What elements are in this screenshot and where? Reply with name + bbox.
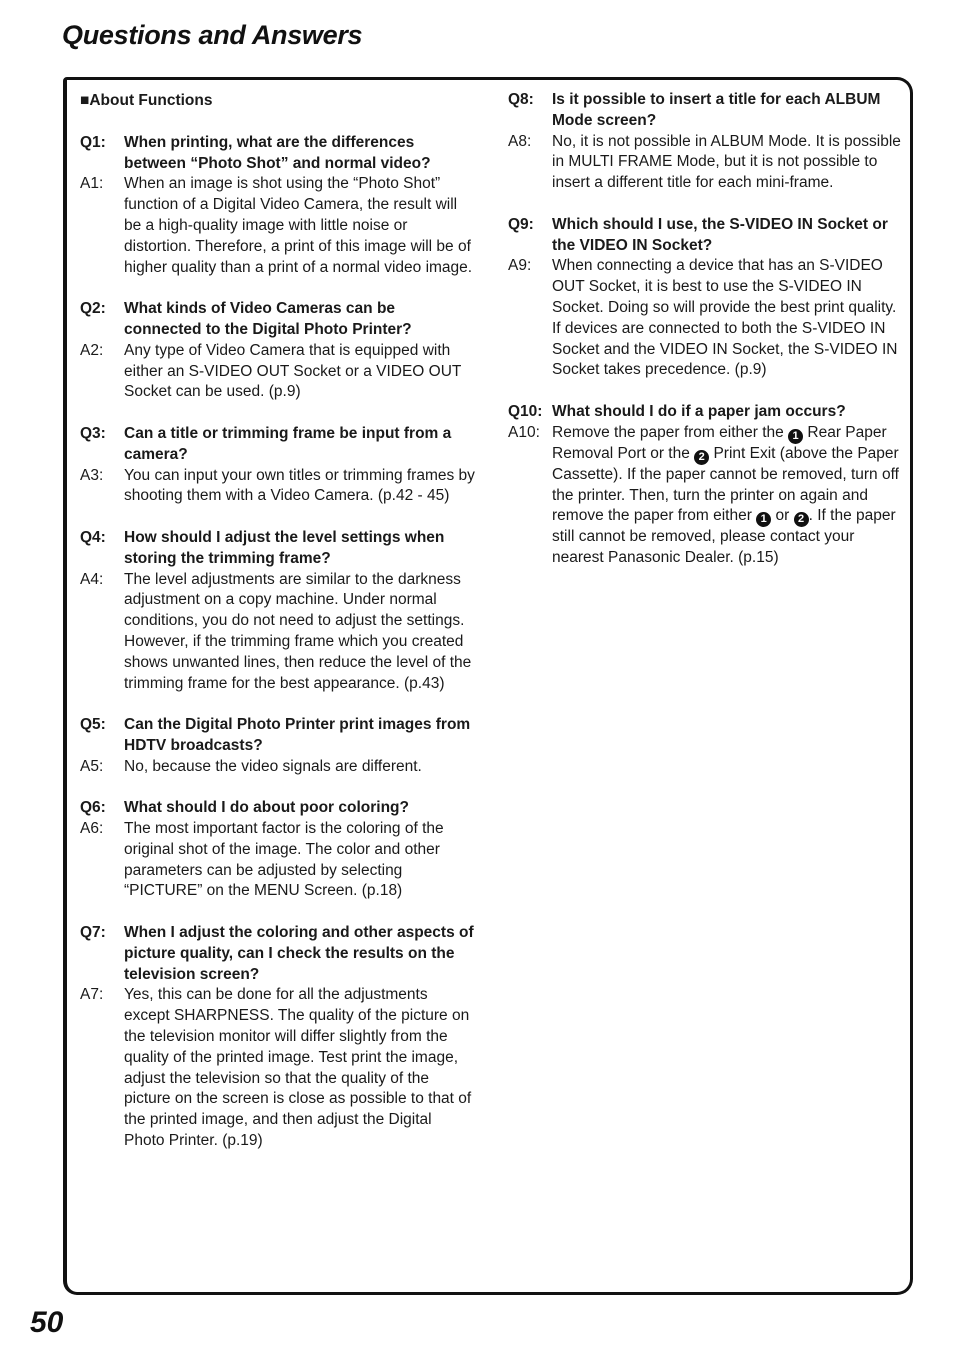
qa-item-q1: [80, 133, 475, 279]
question: [508, 215, 903, 257]
answer-segment: Remove the paper from either the: [552, 423, 784, 441]
question-label: Q5:: [80, 716, 106, 734]
question: [80, 923, 475, 985]
question-text: When I adjust the coloring and other aspects of picture quality, can I check the results on the television screen?: [124, 924, 474, 983]
question-label: Q3:: [80, 424, 106, 442]
answer: [80, 819, 475, 902]
answer-text: No, it is not possible in ALBUM Mode. It is possible in MULTI FRAME Mode, but it is not possible to insert a different title for each mini-frame.: [552, 132, 901, 192]
question: [508, 90, 903, 132]
qa-item-q7: [80, 923, 475, 1152]
answer: [80, 570, 475, 695]
answer: [80, 341, 475, 403]
qa-item-q9: [508, 215, 903, 381]
page-number: 50: [30, 1306, 64, 1339]
left-column: [80, 90, 475, 1173]
circled-number-1-icon: 1: [788, 429, 803, 444]
question: [80, 528, 475, 570]
question-label: Q9:: [508, 215, 534, 233]
qa-item-q8: [508, 90, 903, 194]
answer-text: [552, 423, 903, 569]
question: [80, 798, 475, 819]
answer-label: A7:: [80, 986, 104, 1004]
answer-label: A8:: [508, 132, 532, 150]
question-text: How should I adjust the level settings when storing the trimming frame?: [124, 528, 445, 567]
question-label: Q4:: [80, 528, 106, 546]
right-column: [508, 90, 903, 590]
answer-label: A3:: [80, 466, 104, 484]
question-label: Q10:: [508, 402, 543, 420]
question-text: What should I do about poor coloring?: [124, 799, 409, 817]
question-label: Q2:: [80, 300, 106, 318]
question: [80, 299, 475, 341]
answer: [80, 466, 475, 508]
circled-number-2-icon: 2: [694, 450, 709, 465]
answer-segment: or: [775, 507, 790, 525]
answer-paragraph: When connecting a device that has an S-VIDEO OUT Socket, it is best to use the S-VIDEO IN Socket. Doing so will provide the best print quality.: [552, 257, 897, 316]
answer-text: Yes, this can be done for all the adjustments except SHARPNESS. The quality of the picture on the television monitor will differ slightly from the quality of the printed image. Test print the image, adjust the television so that the quality of the picture on the screen is close as possible to that of the printed image, and then adjust the Digital Photo Printer. (p.19): [124, 986, 472, 1150]
answer: [508, 423, 903, 569]
answer: [80, 757, 475, 778]
question-label: Q1:: [80, 133, 106, 151]
answer: [80, 174, 475, 278]
question-text: Which should I use, the S-VIDEO IN Socket or the VIDEO IN Socket?: [552, 215, 888, 254]
answer: [508, 132, 903, 194]
qa-item-q10: [508, 402, 903, 569]
question: [80, 424, 475, 466]
answer-label: A2:: [80, 341, 104, 359]
question: [80, 133, 475, 175]
answer-label: A4:: [80, 570, 104, 588]
question-text: Can the Digital Photo Printer print images from HDTV broadcasts?: [124, 716, 471, 754]
answer-label: A10:: [508, 423, 540, 441]
question-label: Q6:: [80, 799, 106, 817]
circled-number-2-icon: 2: [794, 512, 809, 527]
answer-text: Any type of Video Camera that is equipped with either an S-VIDEO OUT Socket or a VIDEO OUT Socket can be used. (p.9): [124, 341, 462, 401]
answer-label: A5:: [80, 757, 104, 775]
answer-paragraph-note: If devices are connected to both the S-VIDEO IN Socket and the VIDEO IN Socket, the S-VIDEO IN Socket takes precedence. (p.9): [552, 319, 898, 379]
answer-text: [552, 256, 903, 381]
answer-text: No, because the video signals are different.: [124, 757, 422, 775]
qa-item-q3: [80, 424, 475, 507]
answer-label: A9:: [508, 257, 532, 275]
answer-label: A1:: [80, 175, 104, 193]
qa-item-q5: [80, 715, 475, 777]
qa-item-q4: [80, 528, 475, 694]
qa-item-q6: [80, 798, 475, 902]
answer-label: A6:: [80, 820, 104, 838]
answer: [508, 256, 903, 381]
question-text: Is it possible to insert a title for each ALBUM Mode screen?: [552, 91, 881, 129]
answer-segment: . If the paper still cannot be removed, please contact your nearest Panasonic Dealer. (p.15): [552, 507, 896, 567]
page-title: Questions and Answers: [62, 20, 363, 50]
answer-segment: Rear Paper Removal Port or the: [552, 423, 887, 462]
qa-item-q2: [80, 299, 475, 403]
circled-number-1-icon: 1: [756, 512, 771, 527]
question-text: What kinds of Video Cameras can be connected to the Digital Photo Printer?: [124, 300, 412, 338]
question: [508, 402, 903, 423]
question-label: Q8:: [508, 91, 534, 108]
question-text: When printing, what are the differences between “Photo Shot” and normal video?: [124, 133, 431, 172]
question: [80, 715, 475, 757]
question-text: What should I do if a paper jam occurs?: [552, 402, 846, 420]
answer-text: When an image is shot using the “Photo Shot” function of a Digital Video Camera, the result will be a high-quality image with little noise or distortion. Therefore, a print of this image will be of higher quality than a print of a normal video image.: [124, 175, 473, 276]
answer-text: The most important factor is the coloring of the original shot of the image. The color and other parameters can be adjusted by selecting “PICTURE” on the MENU Screen. (p.18): [124, 820, 444, 900]
question-label: Q7:: [80, 924, 106, 942]
section-heading: ■About Functions: [80, 92, 213, 109]
question-text: Can a title or trimming frame be input from a camera?: [124, 424, 452, 463]
answer-text: The level adjustments are similar to the darkness adjustment on a copy machine. Under normal conditions, you do not need to adjust the settings. However, if the trimming frame which you created shows unwanted lines, then reduce the level of the trimming frame for the best appearance. (p.43): [124, 570, 472, 692]
answer: [80, 985, 475, 1151]
answer-segment: Print Exit (above the Paper Cassette). If the paper cannot be removed, turn off the printer. Then, turn the printer on again and remove the paper from either: [552, 444, 899, 525]
answer-text: You can input your own titles or trimming frames by shooting them with a Video Camera. (p.42 - 45): [124, 466, 475, 505]
